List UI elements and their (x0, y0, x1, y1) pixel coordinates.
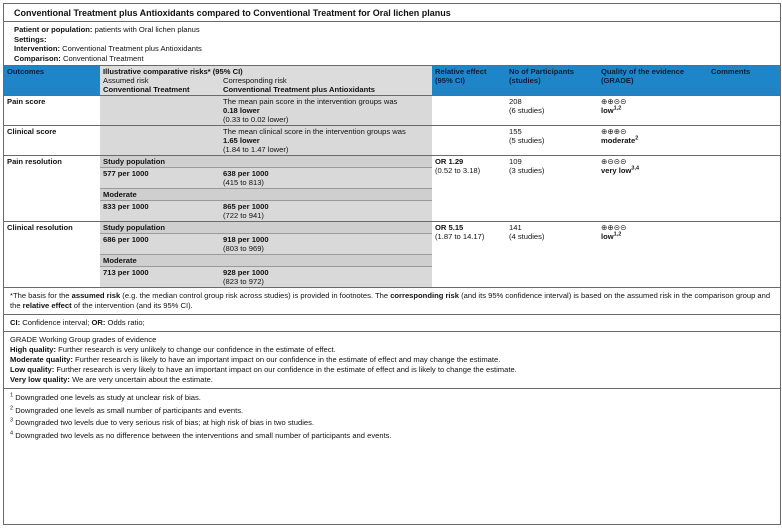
pain-resolution-participants: 109 (3 studies) (506, 156, 598, 222)
comparison-line: Comparison: Conventional Treatment (14, 53, 144, 63)
pain-resolution-study-population: Study population (100, 156, 432, 168)
table-row (4, 156, 780, 168)
footnote-3: $^3$ Downgraded two levels due to very serious risk of bias; at high risk of bias in two studies. (10, 417, 315, 428)
clinical-resolution-quality: ⊕⊕⊝⊝ low$^{1,2}$ (598, 222, 708, 288)
header-comments: Comments (708, 66, 780, 96)
table-row: 577 per 1000 638 per 1000 (415 to 813) (4, 168, 780, 189)
clinical-score-quality: ⊕⊕⊕⊝ moderate$^2$ (598, 126, 708, 156)
pain-score-participants: 208 (6 studies) (506, 96, 598, 126)
pain-resolution-moderate: Moderate (100, 189, 432, 201)
header-participants: No of Participants (studies) (506, 66, 598, 96)
table-row (4, 126, 780, 156)
outcome-clinical-score: Clinical score (4, 126, 100, 156)
table-row: 833 per 1000 865 per 1000 (722 to 941) (4, 201, 780, 222)
pain-resolution-quality: ⊕⊝⊝⊝ very low$^{3,4}$ (598, 156, 708, 222)
header-assumed-risk: Assumed risk (103, 76, 149, 86)
header-assumed-group: Conventional Treatment (103, 85, 190, 95)
summary-of-findings-table (3, 3, 781, 525)
table-row (4, 96, 780, 126)
table-row: 713 per 1000 928 per 1000 (823 to 972) (4, 267, 780, 288)
outcome-pain-resolution: Pain resolution (4, 156, 100, 222)
footnote-1: $^1$ Downgraded one levels as study at unclear risk of bias. (10, 392, 201, 403)
clinical-resolution-moderate: Moderate (100, 255, 432, 267)
header-relative-effect: Relative effect (95% CI) (432, 66, 506, 96)
header-illustrative: Illustrative comparative risks* (95% CI) Assumed risk Conventional Treatment Corresponding risk Conventional Treatment plus Antioxidants (100, 66, 432, 96)
quality-symbols-icon: ⊕⊝⊝⊝ (601, 157, 627, 167)
header-corresponding-risk: Corresponding risk (223, 76, 287, 86)
quality-symbols-icon: ⊕⊕⊝⊝ (601, 223, 627, 233)
quality-symbols-icon: ⊕⊕⊕⊝ (601, 127, 627, 137)
intervention-line: Intervention: Conventional Treatment plus Antioxidants (14, 44, 202, 54)
outcome-pain-score: Pain score (4, 96, 100, 126)
pain-score-effect: The mean pain score in the intervention groups was 0.18 lower (0.33 to 0.02 lower) (220, 96, 432, 126)
findings-table (4, 65, 780, 287)
table-row (4, 222, 780, 234)
table-row: 686 per 1000 918 per 1000 (803 to 969) (4, 234, 780, 255)
clinical-score-effect: The mean clinical score in the intervention groups was 1.65 lower (1.84 to 1.47 lower) (220, 126, 432, 156)
clinical-score-participants: 155 (5 studies) (506, 126, 598, 156)
table-meta (4, 22, 780, 65)
header-outcomes: Outcomes (4, 66, 100, 96)
quality-symbols-icon: ⊕⊕⊝⊝ (601, 97, 627, 107)
footnote-2: $^2$ Downgraded one levels as small number of participants and events. (10, 405, 244, 415)
grade-definitions: GRADE Working Group grades of evidence High quality: Further research is very unlikely to change our confidence in the estimate of effect. Moderate quality: Further research is likely to have an important impact on our confidence in the estimate of effect and may change the estimate. Low quality: Further research is very likely to have an important impact on our confidence in the estimate of effect and is likely to change the estimate. Very low quality: We are very uncertain about the estimate. (4, 331, 780, 388)
footnote-basis: *The basis for the assumed risk (e.g. the median control group risk across studies) is provided in footnotes. The corresponding risk (and its 95% confidence interval) is based on the assumed risk in the comparison group and the relative effect of the intervention (and its 95% CI). (4, 287, 780, 314)
footnotes (4, 388, 780, 445)
footnote-4: $^4$ Downgraded two levels as no difference between the interventions and small number of participants and events. (10, 430, 392, 440)
clinical-resolution-participants: 141 (4 studies) (506, 222, 598, 288)
pain-resolution-relative: OR 1.29 (0.52 to 3.18) (432, 156, 506, 222)
header-quality: Quality of the evidence (GRADE) (598, 66, 708, 96)
settings-line: Settings: (14, 34, 47, 44)
clinical-resolution-study-population: Study population (100, 222, 432, 234)
clinical-resolution-relative: OR 5.15 (1.87 to 14.17) (432, 222, 506, 288)
pain-score-quality: ⊕⊕⊝⊝ low$^{1,2}$ (598, 96, 708, 126)
abbreviations: CI: Confidence interval; OR: Odds ratio; (4, 314, 780, 331)
header-row (4, 66, 780, 96)
population-line: Patient or population: patients with Oral lichen planus (14, 25, 200, 34)
header-corresponding-group: Conventional Treatment plus Antioxidants (223, 85, 376, 95)
table-title: Conventional Treatment plus Antioxidants compared to Conventional Treatment for Oral lichen planus (4, 4, 780, 22)
outcome-clinical-resolution: Clinical resolution (4, 222, 100, 288)
